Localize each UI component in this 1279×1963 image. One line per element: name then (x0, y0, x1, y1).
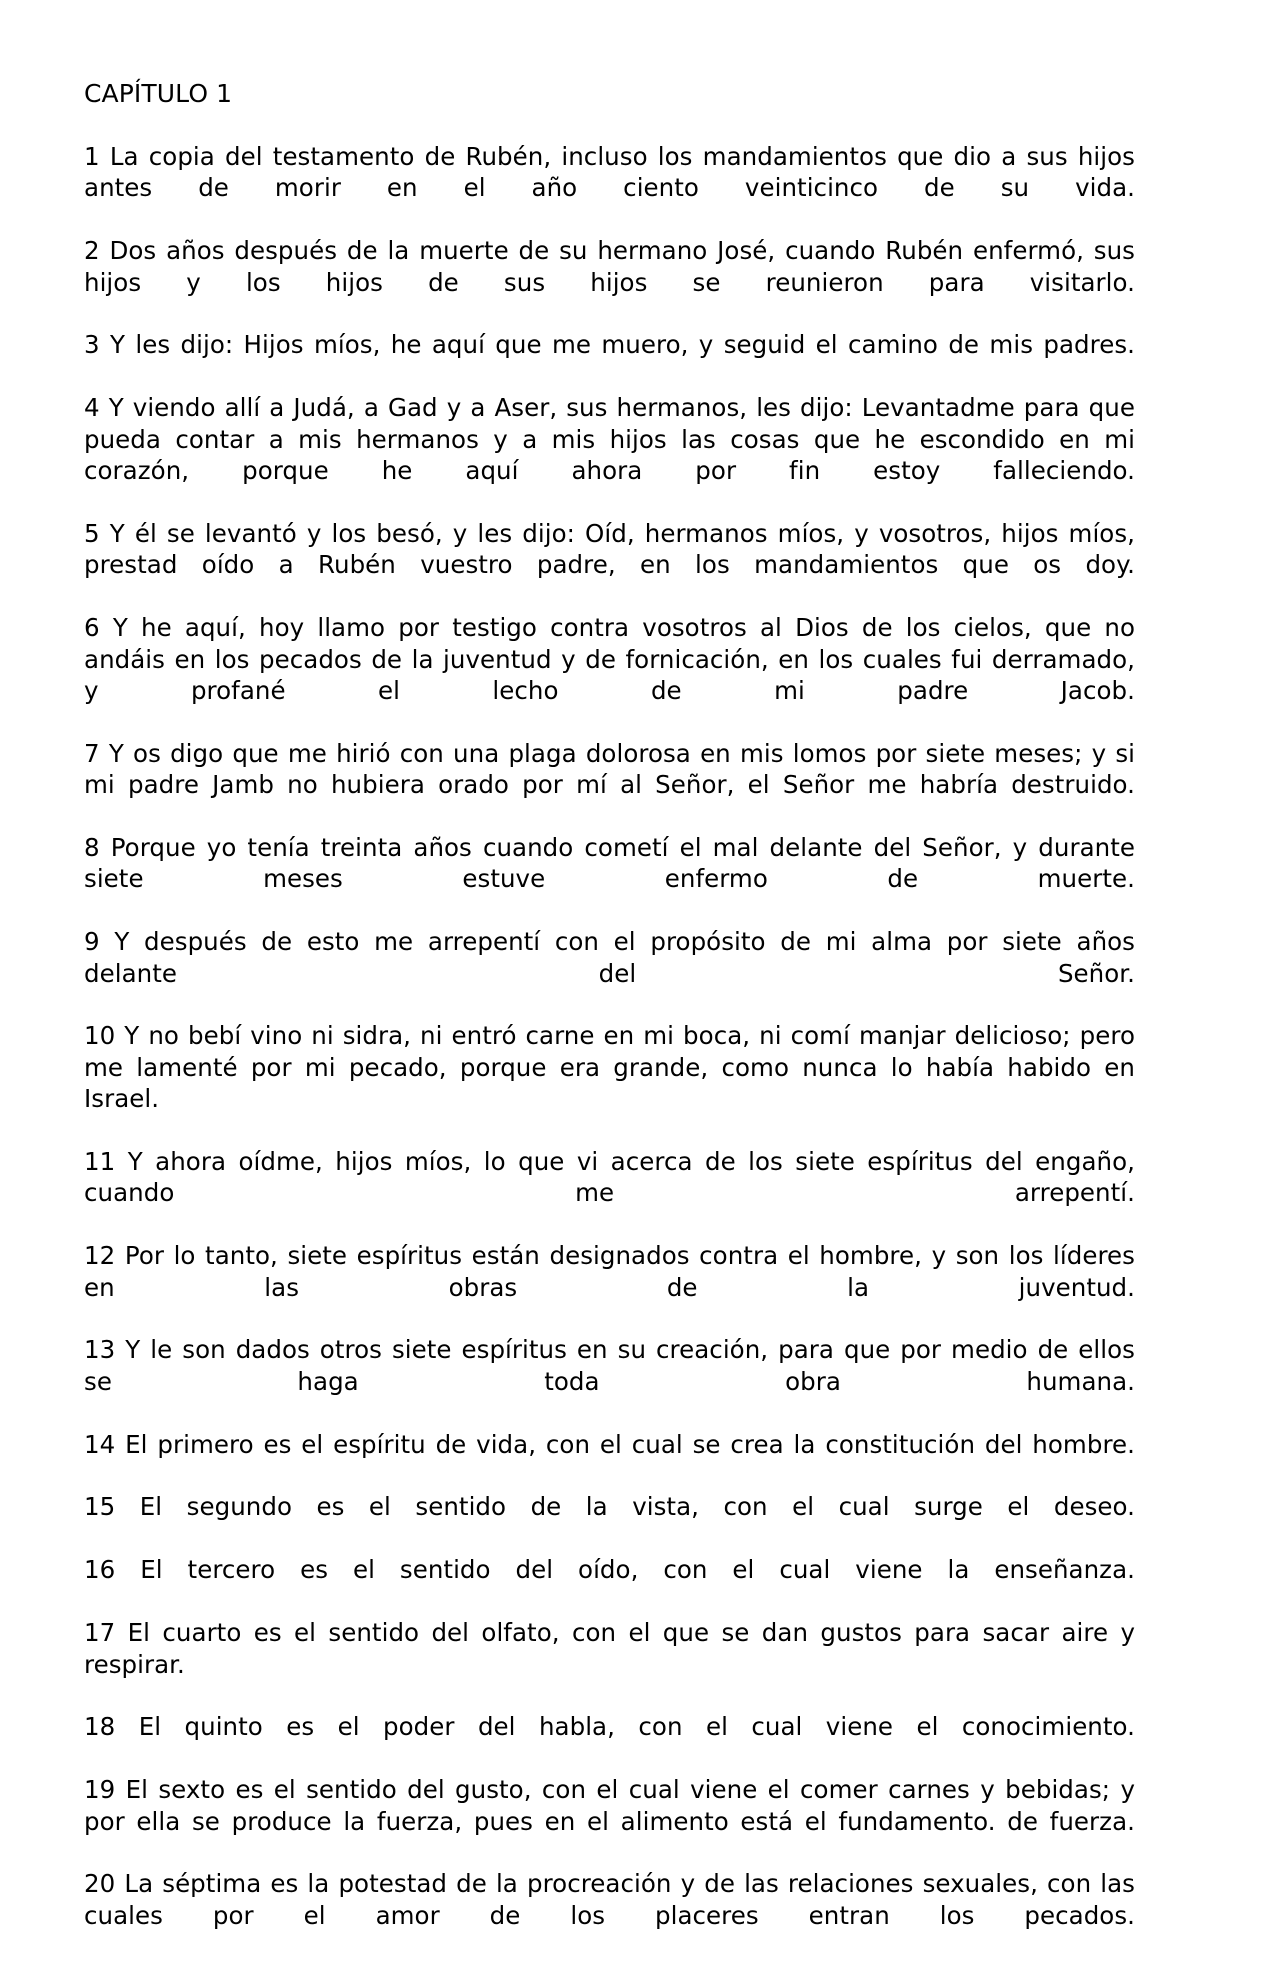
verse-paragraph: 3 Y les dijo: Hijos míos, he aquí que me muero, y seguid el camino de mis padres. (84, 330, 1135, 360)
verse-paragraph: 13 Y le son dados otros siete espíritus en su creación, para que por medio de ellos se haga toda obra humana. (84, 1335, 1135, 1396)
verse-paragraph: 7 Y os digo que me hirió con una plaga dolorosa en mis lomos por siete meses; y si mi padre Jamb no hubiera orado por mí al Señor, el Señor me habría destruido. (84, 738, 1135, 800)
verse-paragraph: 5 Y él se levantó y los besó, y les dijo: Oíd, hermanos míos, y vosotros, hijos míos, prestad oído a Rubén vuestro padre, en los mandamientos que os doy. (84, 518, 1135, 580)
verse-paragraph: 9 Y después de esto me arrepentí con el propósito de mi alma por siete años delante del Señor. (84, 927, 1135, 988)
verse-paragraph: 6 Y he aquí, hoy llamo por testigo contra vosotros al Dios de los cielos, que no andáis en los pecados de la juventud y de fornicación, en los cuales fui derramado, y profané el lecho de mi padre Jacob. (84, 613, 1135, 705)
verse-paragraph: 11 Y ahora oídme, hijos míos, lo que vi acerca de los siete espíritus del engaño, cuando me arrepentí. (84, 1147, 1135, 1208)
verse-paragraph: 10 Y no bebí vino ni sidra, ni entró carne en mi boca, ni comí manjar delicioso; pero me lamenté por mi pecado, porque era grande, como nunca lo había habido en Israel. (84, 1021, 1135, 1114)
chapter-title: CAPÍTULO 1 (84, 79, 233, 108)
verse-paragraph: 2 Dos años después de la muerte de su hermano José, cuando Rubén enfermó, sus hijos y los hijos de sus hijos se reunieron para visitarlo. (84, 236, 1135, 297)
verse-paragraph: 14 El primero es el espíritu de vida, con el cual se crea la constitución del hombre. (84, 1429, 1135, 1459)
verse-list (84, 141, 1135, 1963)
verse-paragraph: 20 La séptima es la potestad de la procreación y de las relaciones sexuales, con las cuales por el amor de los placeres entran los pecados. (84, 1869, 1135, 1930)
verse-paragraph: 16 El tercero es el sentido del oído, con el cual viene la enseñanza. (84, 1555, 1135, 1585)
verse-paragraph: 4 Y viendo allí a Judá, a Gad y a Aser, sus hermanos, les dijo: Levantadme para que pueda contar a mis hermanos y a mis hijos las cosas que he escondido en mi corazón, porque he aquí ahora por fin estoy falleciendo. (84, 393, 1135, 486)
verse-paragraph: 1 La copia del testamento de Rubén, incluso los mandamientos que dio a sus hijos antes de morir en el año ciento veinticinco de su vida. (84, 142, 1135, 203)
verse-paragraph: 19 El sexto es el sentido del gusto, con el cual viene el comer carnes y bebidas; y por ella se produce la fuerza, pues en el alimento está el fundamento. de fuerza. (84, 1775, 1135, 1836)
verse-paragraph: 17 El cuarto es el sentido del olfato, con el que se dan gustos para sacar aire y respirar. (84, 1618, 1135, 1679)
verse-paragraph: 8 Porque yo tenía treinta años cuando cometí el mal delante del Señor, y durante siete meses estuve enfermo de muerte. (84, 832, 1135, 894)
verse-paragraph: 12 Por lo tanto, siete espíritus están designados contra el hombre, y son los líderes en las obras de la juventud. (84, 1241, 1135, 1302)
verse-paragraph: 15 El segundo es el sentido de la vista, con el cual surge el deseo. (84, 1492, 1135, 1522)
verse-paragraph: 18 El quinto es el poder del habla, con el cual viene el conocimiento. (84, 1712, 1135, 1742)
